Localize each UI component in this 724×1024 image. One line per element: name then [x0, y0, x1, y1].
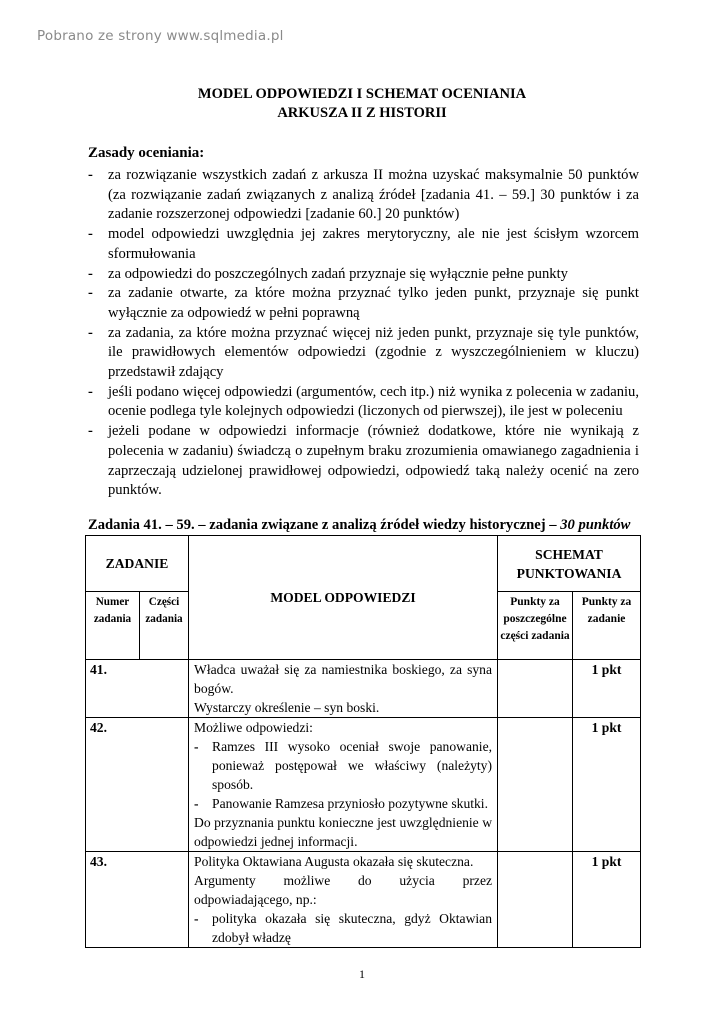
table-row [86, 660, 641, 718]
rule-item: - model odpowiedzi uwzględnia jej zakres merytoryczny, ale nie jest ścisłym wzorcem sformułowania [88, 225, 639, 264]
rules-list [88, 166, 639, 501]
answer-item: - Ramzes III wysoko oceniał swoje panowanie, ponieważ postępował we właściwy (należyty) sposób. [194, 737, 492, 794]
rule-item: - za zadania, za które można przyznać więcej niż jeden punkt, przyznaje się tyle punktów, ile prawidłowych elementów odpowiedzi (zgodnie z wyszczególnieniem w kluczu) przedstawił zdający [88, 324, 639, 383]
part-points [498, 852, 573, 948]
task-points: 1 pkt [573, 660, 641, 718]
scoring-table [85, 535, 641, 948]
answer-note: Do przyznania punktu konieczne jest uwzględnienie w odpowiedzi jednej informacji. [194, 815, 493, 849]
rules-heading: Zasady oceniania: [88, 145, 205, 161]
model-answer [189, 852, 498, 948]
rule-item: - jeśli podano więcej odpowiedzi (argumentów, cech itp.) niż wynika z polecenia w zadaniu, ocenie podlega tyle kolejnych odpowiedzi (liczonych od pierwszej), ile jest w poleceniu [88, 383, 639, 422]
header-numer-zadania: Numer zadania [86, 592, 140, 660]
header-punkty-zadanie: Punkty za zadanie [573, 592, 641, 660]
answer-item: - Panowanie Ramzesa przyniosło pozytywne skutki. [194, 794, 492, 813]
answer-list [194, 737, 492, 813]
answer-list [194, 909, 492, 947]
header-model: MODEL ODPOWIEDZI [189, 536, 498, 660]
task-number: 41. [86, 660, 189, 718]
model-answer [189, 660, 498, 718]
header-schemat: SCHEMAT PUNKTOWANIA [498, 536, 641, 592]
task-points: 1 pkt [573, 852, 641, 948]
answer-text: Polityka Oktawiana Augusta okazała się skuteczna. [194, 854, 474, 869]
part-points [498, 660, 573, 718]
task-number: 43. [86, 852, 189, 948]
watermark-source: Pobrano ze strony www.sqlmedia.pl [37, 28, 284, 44]
answer-intro: Argumenty możliwe do użycia przez odpowiadającego, np.: [194, 873, 493, 907]
rule-item: - za zadanie otwarte, za które można przyznać tylko jeden punkt, przyznaje się punkt wyłącznie za odpowiedź w pełni poprawną [88, 284, 639, 323]
header-zadanie: ZADANIE [86, 536, 189, 592]
task-points: 1 pkt [573, 718, 641, 852]
section-heading-text: Zadania 41. – 59. – zadania związane z analizą źródeł wiedzy historycznej – [88, 517, 557, 533]
model-answer [189, 718, 498, 852]
rule-item: - za rozwiązanie wszystkich zadań z arkusza II można uzyskać maksymalnie 50 punktów (za rozwiązanie zadań związanych z analizą źródeł [zadania 41. – 59.] 30 punktów i za zadanie rozszerzonej odpowiedzi [zadanie 60.] 20 punktów) [88, 166, 639, 225]
header-punkty-czesci: Punkty za poszczególne części zadania [498, 592, 573, 660]
rule-item: - jeżeli podane w odpowiedzi informacje (również dodatkowe, które nie wynikają z polecenia w zadaniu) świadczą o zupełnym braku zrozumienia omawianego zagadnienia i zaprzeczają udzielonej prawidłowej odpowiedzi, odpowiedź taką należy ocenić na zero punktów. [88, 422, 639, 501]
part-points [498, 718, 573, 852]
document-title: MODEL ODPOWIEDZI I SCHEMAT OCENIANIA [197, 86, 527, 102]
section-points: 30 punktów [560, 517, 631, 533]
page-number: 1 [359, 967, 365, 981]
table-row [86, 718, 641, 852]
answer-text: Władca uważał się za namiestnika boskiego, za syna bogów. [194, 662, 493, 696]
table-row [86, 852, 641, 948]
answer-note: Wystarczy określenie – syn boski. [194, 700, 380, 715]
section-heading [88, 517, 630, 534]
rule-item: - za odpowiedzi do poszczególnych zadań przyznaje się wyłącznie pełne punkty [88, 265, 639, 285]
answer-item: - polityka okazała się skuteczna, gdyż Oktawian zdobył władzę [194, 909, 492, 947]
answer-intro: Możliwe odpowiedzi: [194, 720, 313, 735]
document-subtitle: ARKUSZA II Z HISTORII [277, 105, 447, 121]
header-czesci-zadania: Części zadania [140, 592, 189, 660]
task-number: 42. [86, 718, 189, 852]
